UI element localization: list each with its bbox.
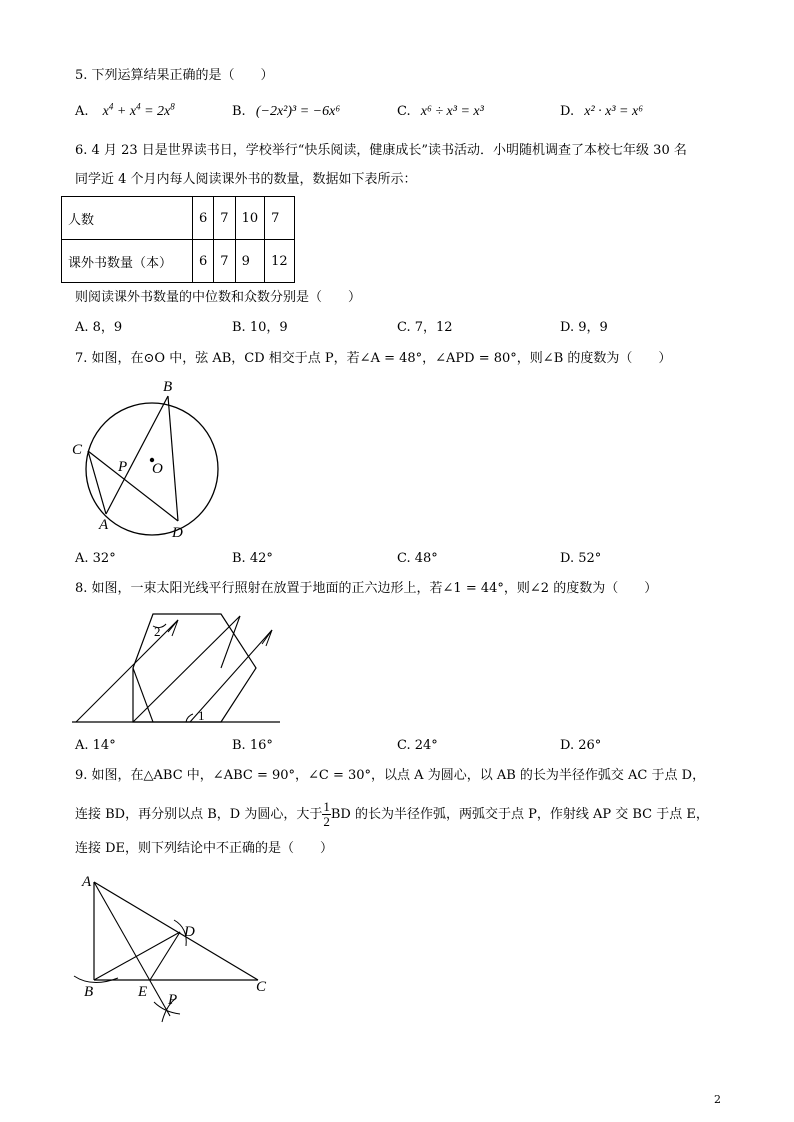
label-d: D: [184, 924, 195, 940]
q6-option-a: A. 8，9: [75, 320, 123, 335]
label-b: B: [163, 379, 173, 395]
sun-ray-1: [76, 620, 178, 722]
q8-option-a: A. 14°: [75, 738, 116, 753]
table-row-label: 人数: [62, 197, 193, 240]
table-cell: 7: [265, 197, 295, 240]
ray-ap: [94, 882, 170, 1016]
ray-3-arrow: [262, 630, 272, 646]
label-e: E: [138, 984, 148, 1000]
label-o: O: [152, 461, 163, 477]
q9-triangle-figure: [66, 866, 286, 1026]
q5-option-a: [75, 101, 175, 123]
q5-stem: 5. 下列运算结果正确的是（ ）: [75, 68, 274, 83]
q6-option-c: C. 7，12: [397, 320, 453, 335]
label-b: B: [84, 984, 94, 1000]
table-row-label: 课外书数量（本）: [62, 240, 193, 283]
q7-option-d: D. 52°: [560, 551, 602, 566]
inner-line-left: [133, 668, 153, 722]
page-number: 2: [714, 1093, 721, 1106]
q6-stem-line2: 同学近 4 个月内每人阅读课外书的数量，数据如下表所示：: [75, 172, 417, 187]
label-angle-1: 1: [198, 708, 205, 723]
q7-stem: 7. 如图，在⊙O 中，弦 AB，CD 相交于点 P，若∠A = 48°，∠APD = 80°，则∠B 的度数为（ ）: [75, 351, 672, 366]
q8-option-b: B. 16°: [232, 738, 273, 753]
q6-stem-line1: 6. 4 月 23 日是世界读书日，学校举行“快乐阅读，健康成长”读书活动．小明随机调查了本校七年级 30 名: [75, 143, 687, 158]
q5-option-b: B. (−2x²)³ = −6x⁶: [232, 104, 341, 119]
table-cell: 6: [193, 240, 214, 283]
segment-bd: [168, 396, 178, 521]
label-a: A: [99, 517, 109, 533]
inner-line-right: [221, 616, 240, 668]
fraction-one-half: $\frac{1}{2}$: [323, 799, 330, 829]
q9-line1: 9. 如图，在△ABC 中，∠ABC = 90°，∠C = 30°，以点 A 为圆心，以 AB 的长为半径作弧交 AC 于点 D，: [75, 768, 706, 783]
q7-circle-figure: [66, 374, 236, 544]
q5-option-a-letter: A.: [75, 104, 89, 119]
q7-option-c: C. 48°: [397, 551, 438, 566]
table-cell: 6: [193, 197, 214, 240]
q6-data-table: [61, 196, 295, 283]
table-row: [62, 240, 295, 283]
side-ac: [94, 882, 258, 980]
q5-option-c: C. x⁶ ÷ x³ = x³: [397, 104, 484, 119]
q8-stem: 8. 如图，一束太阳光线平行照射在放置于地面的正六边形上，若∠1 = 44°，则∠2 的度数为（ ）: [75, 581, 658, 596]
segment-bd: [94, 932, 180, 980]
q5-option-a-expr: $x^4 + x^4 = 2x^8$: [102, 101, 175, 119]
table-cell: 9: [235, 240, 265, 283]
label-c: C: [256, 979, 267, 995]
table-cell: 7: [214, 197, 235, 240]
q8-hexagon-figure: [66, 606, 286, 730]
label-p: P: [118, 459, 128, 475]
sun-ray-2: [133, 616, 240, 722]
q6-option-d: D. 9，9: [560, 320, 608, 335]
label-a: A: [82, 874, 92, 890]
q8-option-c: C. 24°: [397, 738, 438, 753]
q7-option-a: A. 32°: [75, 551, 116, 566]
q6-question: 则阅读课外书数量的中位数和众数分别是（ ）: [75, 290, 362, 305]
angle-1-arc: [186, 714, 193, 722]
q5-option-d: D. x² · x³ = x⁶: [560, 104, 644, 119]
q7-option-b: B. 42°: [232, 551, 273, 566]
q8-option-d: D. 26°: [560, 738, 602, 753]
q9-line2: 连接 BD，再分别以点 B，D 为圆心，大于 $\frac{1}{2}$ BD 的长为半径作弧，两弧交于点 P，作射线 AP 交 BC 于点 E，: [75, 799, 709, 829]
label-p: P: [168, 992, 178, 1008]
table-cell: 12: [265, 240, 295, 283]
q6-option-b: B. 10，9: [232, 320, 288, 335]
table-cell: 10: [235, 197, 265, 240]
label-c: C: [72, 442, 83, 458]
q9-line3: 连接 DE，则下列结论中不正确的是（ ）: [75, 841, 334, 856]
segment-de: [150, 932, 180, 980]
table-row: [62, 197, 295, 240]
label-angle-2: 2: [154, 624, 161, 639]
table-cell: 7: [214, 240, 235, 283]
label-d: D: [172, 525, 183, 541]
